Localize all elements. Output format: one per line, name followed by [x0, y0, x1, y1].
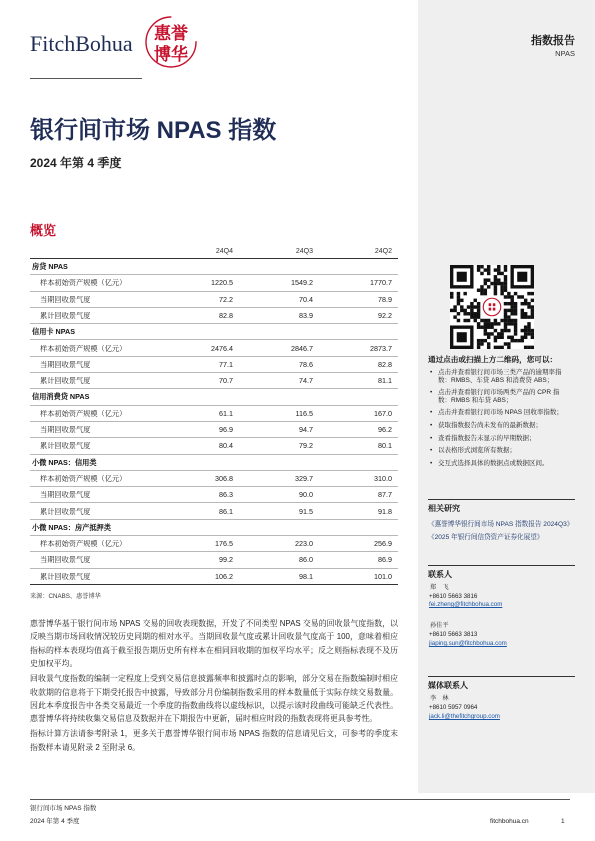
qr-instructions-heading: 通过点击或扫描上方二维码，您可以： [428, 355, 558, 364]
related-research-heading: 相关研究 [428, 504, 460, 513]
table-value: 77.1 [219, 359, 233, 369]
table-value: 167.0 [374, 408, 392, 418]
table-section-row [30, 455, 398, 471]
qr-feature-item: • 点击并查看银行间市场三类产品的逾期率指数：RMBS、车贷 ABS 和消费贷 ABS； [428, 369, 566, 384]
overview-table-body [30, 259, 398, 585]
table-row [30, 536, 398, 552]
table-value: 223.0 [295, 539, 313, 549]
table-section-row [30, 520, 398, 536]
table-row-label: 当期回收景气度 [40, 360, 91, 369]
seal-text-bottom: 博华 [154, 45, 188, 65]
table-value: 1549.2 [291, 278, 313, 288]
qr-feature-item: • 交互式选择具体的数据点或数据区间。 [428, 460, 566, 468]
table-value: 2846.7 [291, 343, 313, 353]
table-row [30, 569, 398, 585]
body-paragraph: 回收景气度指数的编制一定程度上受到交易信息披露频率和披露时点的影响，部分交易在指数编制时相应收款期的信息将于下期受托报告中披露，导致部分月份编制指数采用的样本数量低于实际存续交易数量。因此本季度报告中各类交易最近一个季度的指数曲线将以虚线标识，以提示该时段曲线可能缺乏代表性。惠誉博华将持续收集交易信息及数据并在下期报告中更新，届时相应时段的指数表现将更具参考性。 [30, 674, 398, 724]
table-value: 83.9 [299, 310, 313, 320]
qr-feature-item: • 点击并查看银行间市场 NPAS 回收率指数； [428, 409, 566, 417]
contact-email[interactable]: jiaping.sun@fitchbohua.com [429, 640, 507, 647]
table-section-title: 房贷 NPAS [32, 262, 68, 272]
table-value: 1770.7 [370, 278, 392, 288]
table-section-title: 信用卡 NPAS [32, 327, 75, 337]
table-section-row [30, 389, 398, 405]
table-section-title: 小微 NPAS：信用类 [32, 457, 97, 467]
table-value: 86.1 [219, 506, 233, 516]
table-row-label: 样本初始资产规模（亿元） [40, 344, 127, 352]
table-column-header: 24Q3 [295, 248, 313, 255]
table-section-row [30, 259, 398, 275]
table-row-label: 累计回收景气度 [40, 311, 91, 320]
table-value: 96.2 [378, 425, 392, 435]
table-row-label: 当期回收景气度 [40, 426, 91, 434]
overview-table [30, 245, 398, 585]
table-value: 2873.7 [370, 343, 392, 353]
related-research-link[interactable]: 《2025 年银行间信贷资产证券化展望》 [428, 534, 544, 541]
table-value: 86.3 [219, 490, 233, 500]
body-text [30, 617, 398, 756]
table-section-row [30, 324, 398, 340]
table-row [30, 275, 398, 291]
table-row [30, 292, 398, 308]
table-value: 98.1 [299, 571, 313, 581]
table-source-note: 来源：CNABS、惠誉博华 [30, 593, 101, 600]
table-value: 86.0 [299, 555, 313, 565]
table-value: 96.9 [219, 425, 233, 435]
footer-report-name: 银行间市场 NPAS 指数 [30, 805, 97, 812]
table-value: 78.9 [378, 294, 392, 304]
contact-email[interactable]: fei.zheng@fitchbohua.com [429, 601, 503, 608]
table-row [30, 471, 398, 487]
table-row-label: 当期回收景气度 [40, 295, 91, 303]
table-value: 79.2 [299, 441, 313, 451]
table-row-label: 累计回收景气度 [40, 572, 91, 580]
table-value: 86.9 [378, 555, 392, 565]
table-value: 106.2 [215, 571, 233, 581]
table-value: 92.2 [378, 310, 392, 320]
table-row [30, 357, 398, 373]
qr-feature-item: • 获取指数报告尚未发布的最新数据； [428, 422, 566, 430]
table-row [30, 308, 398, 324]
media-contacts-heading: 媒体联系人 [428, 681, 468, 690]
qr-feature-item: • 以表格形式浏览所有数据； [428, 447, 566, 455]
contact-phone: +8610 5663 3816 [429, 593, 478, 600]
table-value: 1220.5 [211, 278, 233, 288]
table-value: 74.7 [299, 376, 313, 386]
footer-report-period: 2024 年第 4 季度 [30, 818, 80, 825]
table-value: 70.4 [299, 294, 313, 304]
table-value: 94.7 [299, 425, 313, 435]
contact-name: 郑 飞 [430, 584, 449, 591]
page-number: 1 [561, 818, 565, 825]
table-value: 61.1 [219, 408, 233, 418]
contact-phone: +8610 5663 3813 [429, 631, 478, 638]
table-value: 99.2 [219, 555, 233, 565]
table-row-label: 当期回收景气度 [40, 556, 91, 564]
section-divider [428, 676, 575, 677]
logo-divider [30, 78, 142, 79]
overview-heading: 概览 [30, 223, 57, 238]
contact-phone: +8610 5957 0964 [429, 704, 478, 711]
seal-text-top: 惠誉 [154, 24, 188, 44]
table-row-label: 样本初始资产规模（亿元） [40, 540, 127, 548]
related-research-link[interactable]: 《惠誉博华银行间市场 NPAS 指数报告 2024Q3》 [428, 521, 574, 528]
table-row-label: 累计回收景气度 [40, 507, 91, 515]
table-section-title: 小微 NPAS：房产抵押类 [32, 522, 111, 532]
body-paragraph: 指标计算方法请参考附录 1，更多关于惠誉博华银行间市场 NPAS 指数的信息请见后文，可参考的季度末指数样本请见附录 2 至附录 6。 [30, 729, 398, 752]
table-value: 91.8 [378, 506, 392, 516]
table-value: 329.7 [295, 473, 313, 483]
table-row [30, 422, 398, 438]
contact-name: 孙佳平 [430, 622, 449, 629]
table-value: 70.7 [219, 376, 233, 386]
table-value: 72.2 [219, 294, 233, 304]
contacts-heading: 联系人 [428, 570, 452, 579]
qr-feature-item: • 点击并查看银行间市场两类产品的 CPR 指数：RMBS 和车贷 ABS； [428, 389, 566, 404]
section-divider [428, 565, 575, 566]
qr-feature-list [428, 369, 566, 472]
report-type-label: 指数报告 [531, 35, 575, 47]
table-column-header: 24Q4 [215, 248, 233, 255]
table-section-title: 信用消费贷 NPAS [32, 392, 90, 402]
table-row-label: 样本初始资产规模（亿元） [40, 409, 127, 417]
report-period: 2024 年第 4 季度 [30, 156, 122, 170]
table-header-row [30, 245, 398, 259]
table-value: 101.0 [374, 571, 392, 581]
table-row-label: 当期回收景气度 [40, 491, 91, 499]
table-row [30, 552, 398, 568]
table-value: 82.8 [378, 359, 392, 369]
table-value: 80.1 [378, 441, 392, 451]
footer-website-link[interactable]: fitchbohua.cn [490, 818, 529, 825]
table-row [30, 503, 398, 519]
report-subtype-label: NPAS [555, 49, 575, 58]
table-row [30, 340, 398, 356]
page-title: 银行间市场 NPAS 指数 [30, 117, 277, 144]
table-row [30, 406, 398, 422]
table-row-label: 样本初始资产规模（亿元） [40, 279, 127, 287]
footer-divider [30, 799, 570, 800]
table-row-label: 累计回收景气度 [40, 442, 91, 450]
table-value: 2476.4 [211, 343, 233, 353]
table-value: 91.5 [299, 506, 313, 516]
table-column-header: 24Q2 [374, 248, 392, 255]
table-row [30, 438, 398, 454]
brand-logo-text: FitchBohua [30, 31, 133, 56]
table-row-label: 累计回收景气度 [40, 377, 91, 385]
contact-email[interactable]: jack.li@thefitchgroup.com [429, 713, 500, 720]
table-row-label: 样本初始资产规模（亿元） [40, 474, 127, 483]
table-row [30, 373, 398, 389]
table-value: 81.1 [378, 376, 392, 386]
table-value: 80.4 [219, 441, 233, 451]
table-value: 90.0 [299, 490, 313, 500]
table-value: 116.5 [295, 408, 313, 418]
table-value: 82.8 [219, 310, 233, 320]
section-divider [428, 499, 575, 500]
table-row [30, 487, 398, 503]
table-value: 256.9 [374, 539, 392, 549]
contact-name: 李 林 [430, 695, 449, 702]
table-value: 87.7 [378, 490, 392, 500]
brand-seal-logo [144, 14, 198, 70]
table-value: 310.0 [374, 473, 392, 483]
body-paragraph: 惠誉博华基于银行间市场 NPAS 交易的回收表现数据，开发了不同类型 NPAS 交易的回收景气度指数，以反映当期市场回收情况较历史同期的相对水平。当期回收景气度或累计回收景气度高于 100，意味着相应指标的样本表现均值高于截至报告期历史所有样本在相同回收期的加权平均水平；反之则指标表现不及历史加权平均。 [30, 619, 398, 669]
qr-feature-item: • 查看指数报告未显示的早期数据； [428, 435, 566, 443]
table-value: 176.5 [215, 539, 233, 549]
qr-code[interactable] [450, 265, 534, 349]
table-value: 78.6 [299, 359, 313, 369]
table-value: 306.8 [215, 473, 233, 483]
